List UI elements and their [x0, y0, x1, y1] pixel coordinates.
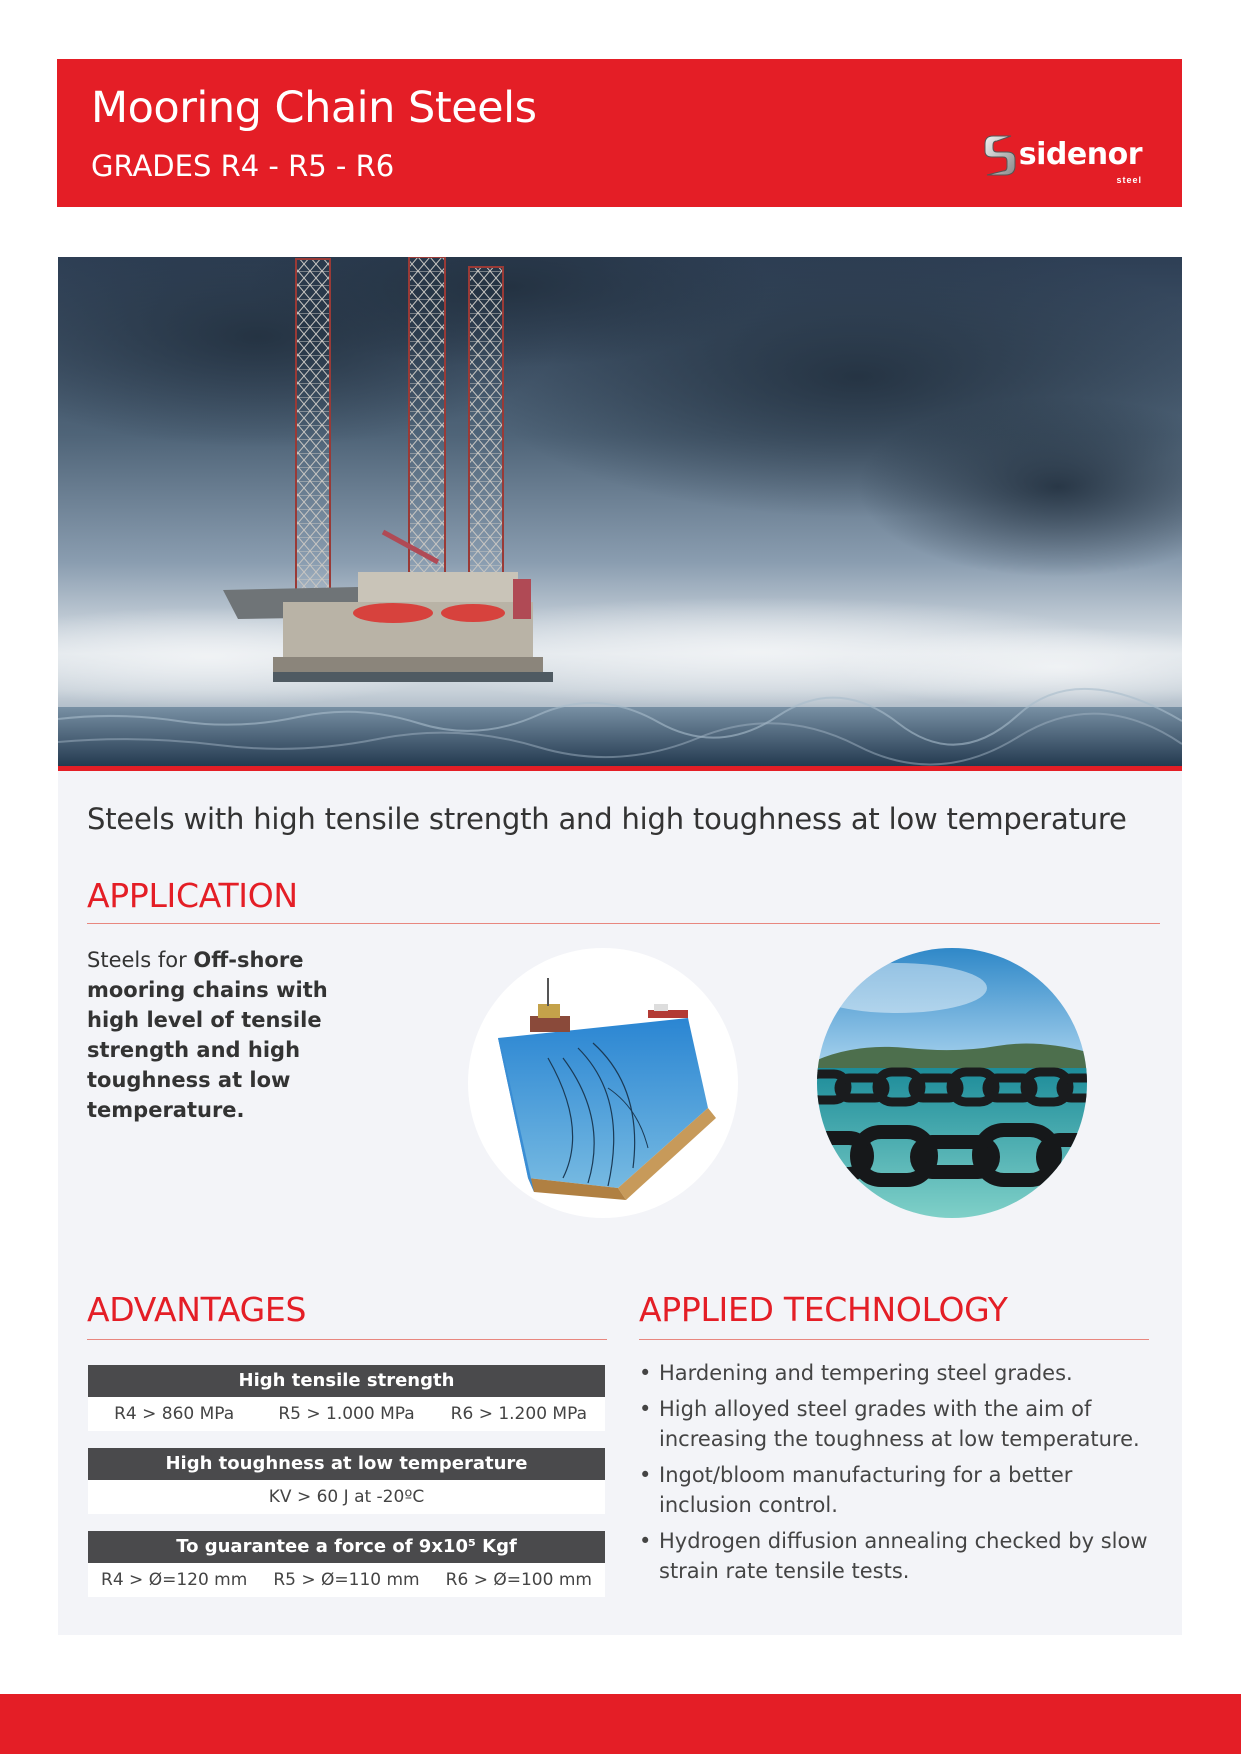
table-header: High tensile strength — [88, 1365, 605, 1397]
tagline: Steels with high tensile strength and high toughness at low temperature — [87, 802, 1127, 836]
header-banner — [57, 59, 1182, 207]
footer-bar — [0, 1694, 1241, 1754]
table-cell: R6 > 1.200 MPa — [450, 1404, 587, 1424]
list-item: • High alloyed steel grades with the aim of increasing the toughness at low temperature. — [639, 1394, 1159, 1454]
page-title: Mooring Chain Steels — [91, 83, 537, 133]
advantage-force-table — [88, 1531, 605, 1597]
sidenor-logo — [983, 133, 1142, 185]
table-cell: R6 > Ø=100 mm — [445, 1570, 592, 1590]
page-subtitle: GRADES R4 - R5 - R6 — [91, 149, 395, 183]
hero-image-offshore-rig — [58, 257, 1182, 771]
table-row — [88, 1397, 605, 1431]
offshore-rig-illustration — [58, 257, 1182, 766]
table-cell: R5 > Ø=110 mm — [273, 1570, 420, 1590]
logo-wordmark: sidenor — [1018, 136, 1142, 172]
chain-sea-illustration — [817, 948, 1087, 1218]
list-item: • Hardening and tempering steel grades. — [639, 1358, 1159, 1388]
chain-sea-image — [817, 948, 1087, 1218]
advantages-divider — [87, 1339, 607, 1340]
advantage-tensile-table — [88, 1365, 605, 1431]
table-cell: R5 > 1.000 MPa — [278, 1404, 415, 1424]
application-text-bold: Off-shore mooring chains with high level of tensile strength and high toughness at low temperature. — [87, 948, 328, 1122]
mooring-diagram-illustration — [468, 948, 738, 1218]
table-header: To guarantee a force of 9x10⁵ Kgf — [88, 1531, 605, 1563]
advantages-heading: ADVANTAGES — [87, 1290, 307, 1329]
sidenor-s-icon — [983, 133, 1017, 179]
table-cell: R4 > Ø=120 mm — [101, 1570, 248, 1590]
table-row — [88, 1563, 605, 1597]
application-heading: APPLICATION — [87, 876, 298, 915]
table-cell: KV > 60 J at -20ºC — [268, 1487, 425, 1507]
table-cell: R4 > 860 MPa — [114, 1404, 235, 1424]
table-header: High toughness at low temperature — [88, 1448, 605, 1480]
list-item: • Hydrogen diffusion annealing checked by slow strain rate tensile tests. — [639, 1526, 1159, 1586]
application-text-intro: Steels for — [87, 948, 194, 972]
applied-technology-divider — [639, 1339, 1149, 1340]
applied-technology-list — [639, 1358, 1159, 1592]
mooring-diagram-image — [468, 948, 738, 1218]
table-row — [88, 1480, 605, 1514]
application-text — [87, 945, 387, 1125]
applied-technology-heading: APPLIED TECHNOLOGY — [639, 1290, 1008, 1329]
list-item: • Ingot/bloom manufacturing for a better inclusion control. — [639, 1460, 1159, 1520]
advantage-toughness-table — [88, 1448, 605, 1514]
logo-subtext: steel — [1116, 175, 1142, 185]
application-divider — [87, 923, 1160, 924]
